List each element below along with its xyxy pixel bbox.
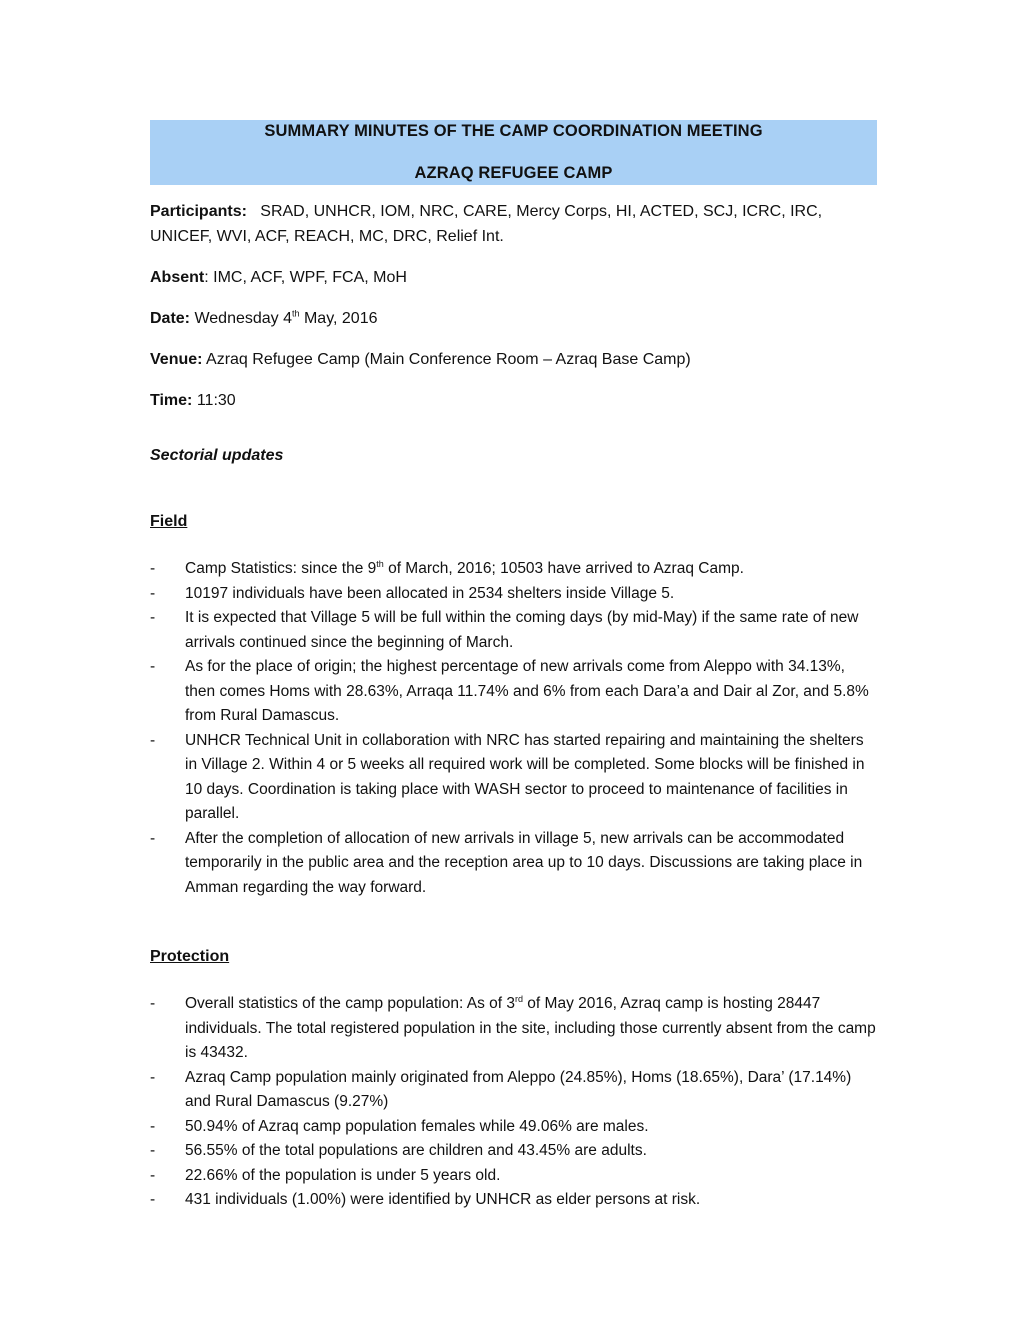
field-item-text: After the completion of allocation of new arrivals in village 5, new arrivals can be accommodated temporarily in the public area and the reception area up to 10 days. Discussions are taking place in Amman regarding the way forward. [185, 829, 863, 896]
list-item [150, 1188, 877, 1213]
venue-label: Venue: [150, 351, 203, 368]
list-item [150, 582, 877, 607]
bullet-dash: - [150, 1117, 156, 1135]
bullet-dash: - [150, 584, 156, 602]
protection-item-text: Azraq Camp population mainly originated from Aleppo (24.85%), Homs (18.65%), Dara’ (17.14%) and Rural Damascus (9.27%) [185, 1068, 852, 1110]
bullet-dash: - [150, 1068, 156, 1086]
time-line [150, 388, 877, 413]
list-item [150, 655, 877, 729]
protection-list [150, 992, 877, 1213]
date-value-pre: Wednesday 4 [190, 310, 293, 327]
protection-item-0-pre: Overall statistics of the camp population: As of 3 [185, 995, 515, 1012]
protection-item-text: 56.55% of the total populations are children and 43.45% are adults. [185, 1142, 647, 1159]
list-item [150, 992, 877, 1066]
field-item-text: 10197 individuals have been allocated in 2534 shelters inside Village 5. [185, 584, 675, 602]
sectorial-updates-heading: Sectorial updates [150, 447, 284, 464]
date-line [150, 306, 877, 331]
time-label: Time: [150, 392, 193, 409]
field-item-0-pre: Camp Statistics: since the 9 [185, 560, 377, 577]
list-item [150, 1164, 877, 1189]
field-list [150, 557, 877, 900]
field-item-text: UNHCR Technical Unit in collaboration with NRC has started repairing and maintaining the shelters in Village 2. Within 4 or 5 weeks all required work will be completed. Some blocks will be finished in 10 days. Coordination is taking place with WASH sector to proceed to maintenance of facilities in parallel. [185, 731, 865, 822]
list-item [150, 827, 877, 901]
protection-item-0-sup: rd [514, 993, 523, 1004]
list-item [150, 606, 877, 655]
document-page [150, 120, 877, 1213]
protection-item-text: 431 individuals (1.00%) were identified by UNHCR as elder persons at risk. [185, 1191, 701, 1208]
field-item-0-sup: th [376, 558, 384, 569]
list-item [150, 729, 877, 827]
document-subtitle: AZRAQ REFUGEE CAMP [414, 164, 613, 182]
protection-item-text: 50.94% of Azraq camp population females while 49.06% are males. [185, 1117, 649, 1135]
date-value-sup: th [292, 308, 300, 319]
list-item [150, 1115, 877, 1140]
venue-value: Azraq Refugee Camp (Main Conference Room – Azraq Base Camp) [202, 351, 691, 368]
protection-section-title: Protection [150, 948, 230, 965]
protection-item-0-post: of May 2016, Azraq camp is hosting 28447 individuals. The total registered population in the site, including those currently absent from the camp is 43432. [185, 995, 876, 1061]
participants-label: Participants: [150, 203, 247, 220]
bullet-dash: - [150, 1191, 156, 1208]
bullet-dash: - [150, 560, 156, 577]
meeting-details [150, 199, 877, 413]
absent-line [150, 265, 877, 290]
field-item-0-post: of March, 2016; 10503 have arrived to Azraq Camp. [383, 560, 744, 577]
list-item [150, 1139, 877, 1164]
document-title: SUMMARY MINUTES OF THE CAMP COORDINATION MEETING [264, 122, 763, 140]
field-item-text: As for the place of origin; the highest percentage of new arrivals come from Aleppo with 34.13%, then comes Homs with 28.63%, Arraqa 11.74% and 6% from each Dara’a and Dair al Zor, and 5.8% from Rural Damascus. [185, 658, 869, 724]
participants-line [150, 199, 877, 249]
absent-label: Absent [150, 269, 205, 286]
venue-line [150, 347, 877, 372]
absent-value: : IMC, ACF, WPF, FCA, MoH [204, 269, 407, 286]
title-banner [150, 120, 877, 185]
protection-item-text: 22.66% of the population is under 5 years old. [185, 1166, 501, 1184]
bullet-dash: - [150, 995, 156, 1012]
bullet-dash: - [150, 731, 156, 749]
bullet-dash: - [150, 1142, 156, 1159]
bullet-dash: - [150, 609, 156, 626]
field-item-text: It is expected that Village 5 will be full within the coming days (by mid-May) if the same rate of new arrivals continued since the beginning of March. [185, 609, 859, 651]
list-item [150, 1066, 877, 1115]
participants-value: SRAD, UNHCR, IOM, NRC, CARE, Mercy Corps, HI, ACTED, SCJ, ICRC, IRC, UNICEF, WVI, ACF, REACH, MC, DRC, Relief Int. [150, 203, 823, 245]
time-value: 11:30 [192, 392, 236, 409]
date-value-post: May, 2016 [299, 310, 378, 327]
field-section-title: Field [150, 513, 188, 530]
date-label: Date: [150, 310, 191, 327]
bullet-dash: - [150, 1166, 156, 1184]
bullet-dash: - [150, 829, 156, 847]
bullet-dash: - [150, 658, 156, 675]
list-item [150, 557, 877, 582]
